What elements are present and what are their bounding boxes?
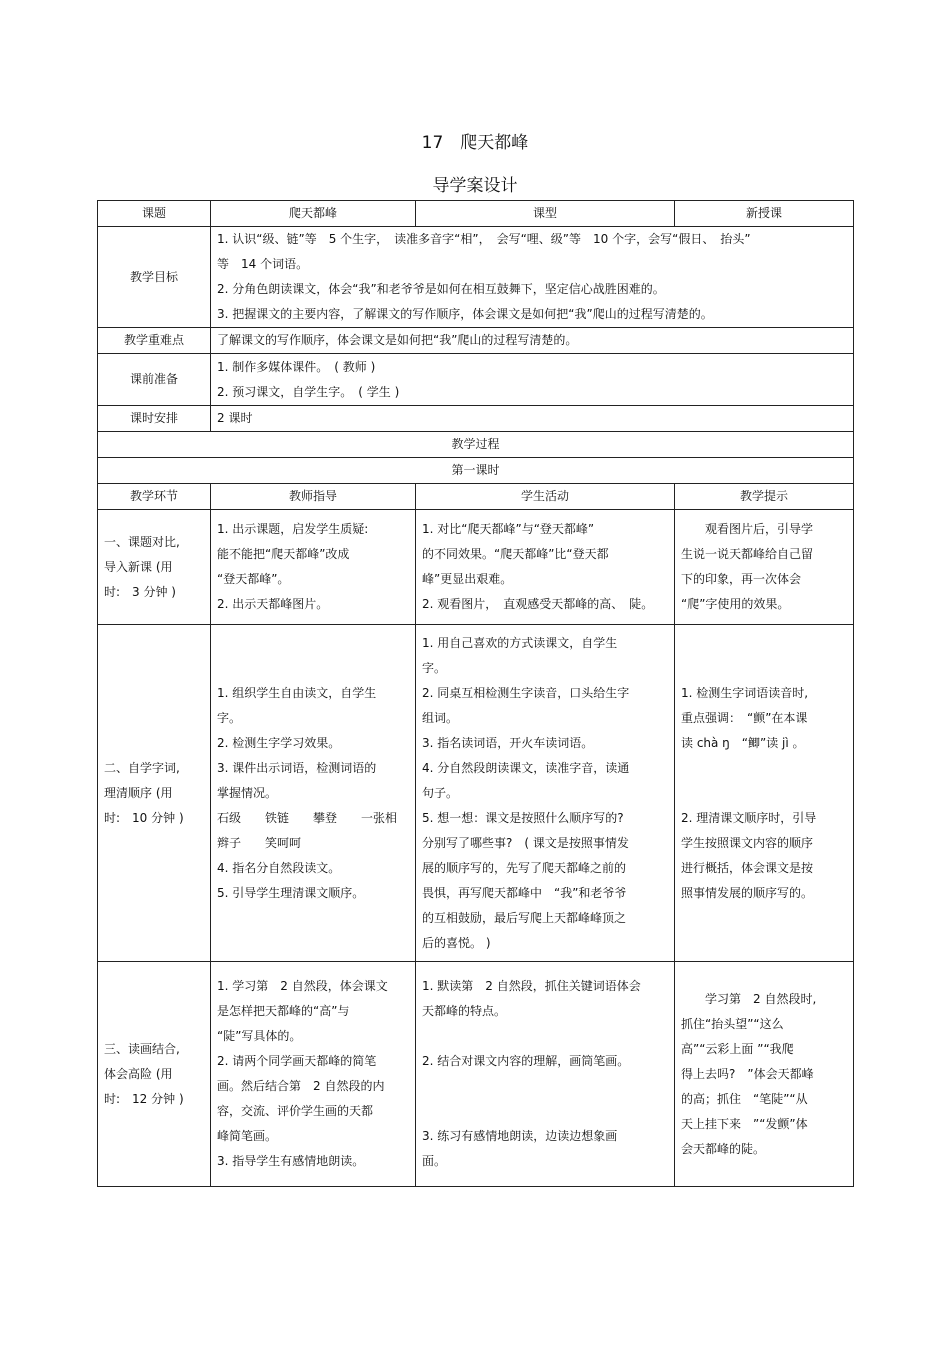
- goals-label: 教学目标: [98, 227, 211, 328]
- table-row: [98, 510, 854, 625]
- tips-line: 抓住“抬头望”“这么: [681, 1016, 784, 1031]
- header-tips: 教学提示: [675, 484, 854, 510]
- teacher-line: 3. 课件出示词语，检测词语的: [217, 760, 377, 775]
- student-line: 2. 同桌互相检测生字读音，口头给生字: [422, 685, 630, 700]
- tips-line: 天上挂下来 ”“发颤”体: [681, 1116, 808, 1131]
- goal-line: 等 14 个词语。: [217, 257, 309, 271]
- teacher-line: 1. 出示课题，启发学生质疑:: [217, 522, 369, 536]
- prep-line: 2. 预习课文，自学生字。 ( 学生 ): [217, 384, 400, 399]
- header-teacher: 教师指导: [211, 484, 416, 510]
- stage-line: 导入新课 (用: [104, 559, 173, 574]
- student-line: 后的喜悦。 ): [422, 935, 491, 950]
- teacher-cell: [211, 510, 416, 625]
- stage-cell: [98, 625, 211, 962]
- student-line: 的互相鼓励，最后写爬上天都峰峰顶之: [422, 910, 627, 925]
- tips-cell: [675, 625, 854, 962]
- tips-line: 读 chà ŋ “鲫”读 jì 。: [681, 735, 805, 750]
- stage-line: 二、自学字词,: [104, 760, 180, 775]
- teacher-cell: [211, 625, 416, 962]
- teacher-line: “登天都峰”。: [217, 572, 290, 586]
- teacher-line: 能不能把“爬天都峰”改成: [217, 547, 350, 561]
- tips-line: 生说一说天都峰给自己留: [681, 547, 814, 561]
- tips-line: “爬”字使用的效果。: [681, 597, 790, 611]
- teacher-line: 是怎样把天都峰的“高”与: [217, 1004, 350, 1018]
- tips-line: 观看图片后，引导学: [681, 522, 814, 536]
- goal-line: 2. 分角色朗读课文，体会“我”和老爷爷是如何在相互鼓舞下，坚定信心战胜困难的。: [217, 282, 665, 296]
- student-cell: [416, 962, 675, 1187]
- student-line: 1. 对比“爬天都峰”与“登天都峰”: [422, 522, 595, 536]
- teacher-line: 1. 学习第 2 自然段，体会课文: [217, 979, 388, 993]
- student-line: 面。: [422, 1154, 447, 1168]
- teacher-line: 2. 出示天都峰图片。: [217, 597, 329, 611]
- stage-cell: [98, 510, 211, 625]
- teacher-line: 1. 组织学生自由读文，自学生: [217, 685, 377, 700]
- tips-line: 照事情发展的顺序写的。: [681, 885, 814, 900]
- tips-cell: [675, 962, 854, 1187]
- teacher-line: 峰简笔画。: [217, 1129, 278, 1143]
- stage-line: 三、读画结合,: [104, 1041, 180, 1056]
- student-line: 畏惧，再写爬天都峰中 “我”和老爷爷: [422, 885, 627, 900]
- teacher-line: 字。: [217, 710, 242, 725]
- key-label: 教学重难点: [98, 328, 211, 354]
- table-row: [98, 406, 854, 432]
- tips-line: 高”“云彩上面 ”“我爬: [681, 1041, 794, 1056]
- stage-line: 时: 3 分钟 ): [104, 584, 176, 599]
- table-row: [98, 962, 854, 1187]
- tips-cell: [675, 510, 854, 625]
- student-line: 2. 观看图片， 直观感受天都峰的高、 陡。: [422, 597, 654, 611]
- teacher-line: 5. 引导学生理清课文顺序。: [217, 885, 365, 900]
- student-line: 天都峰的特点。: [422, 1004, 507, 1018]
- stage-line: 时: 10 分钟 ): [104, 810, 184, 825]
- tips-line: 1. 检测生字词语读音时,: [681, 685, 809, 700]
- table-row: [98, 227, 854, 328]
- process-heading: 教学过程: [98, 432, 854, 458]
- stage-line: 理清顺序 (用: [104, 785, 173, 800]
- table-row: [98, 201, 854, 227]
- student-line: 展的顺序写的，先写了爬天都峰之前的: [422, 860, 627, 875]
- teacher-line: 2. 请两个同学画天都峰的简笔: [217, 1054, 377, 1068]
- lesson-plan-table: [97, 200, 854, 1187]
- tips-line: 进行概括，体会课文是按: [681, 860, 814, 875]
- teacher-cell: [211, 962, 416, 1187]
- hours-label: 课时安排: [98, 406, 211, 432]
- goal-line: 1. 认识“级、链”等 5 个生字， 读准多音字“相”， 会写“哩、级”等 10 个字，会写“假日、 抬头”: [217, 232, 751, 246]
- table-row: [98, 458, 854, 484]
- header-stage: 教学环节: [98, 484, 211, 510]
- student-line: 句子。: [422, 785, 459, 800]
- student-line: 字。: [422, 660, 447, 675]
- document-subtitle: 导学案设计: [432, 176, 518, 196]
- teacher-line: 掌握情况。: [217, 785, 278, 800]
- teacher-line: 2. 检测生字学习效果。: [217, 735, 341, 750]
- table-row: [98, 432, 854, 458]
- student-line: 峰”更显出艰难。: [422, 572, 513, 586]
- student-line: 3. 练习有感情地朗读，边读边想象画: [422, 1129, 618, 1143]
- student-line: 的不同效果。“爬天都峰”比“登天都: [422, 547, 609, 561]
- table-row: [98, 354, 854, 406]
- type-value: 新授课: [675, 201, 854, 227]
- tips-line: 的高；抓住 “笔陡”“从: [681, 1091, 808, 1106]
- goals-cell: [211, 227, 854, 328]
- student-line: 1. 默读第 2 自然段，抓住关键词语体会: [422, 979, 641, 993]
- student-line: 4. 分自然段朗读课文，读准字音，读通: [422, 760, 630, 775]
- lesson-value: 爬天都峰: [211, 201, 416, 227]
- goal-line: 3. 把握课文的主要内容，了解课文的写作顺序，体会课文是如何把“我”爬山的过程写清楚的。: [217, 307, 713, 321]
- student-cell: [416, 510, 675, 625]
- stage-line: 时: 12 分钟 ): [104, 1091, 184, 1106]
- header-student: 学生活动: [416, 484, 675, 510]
- tips-line: 得上去吗? ”体会天都峰: [681, 1066, 814, 1081]
- lesson-label: 课题: [98, 201, 211, 227]
- teacher-line: 容，交流、评价学生画的天都: [217, 1104, 374, 1118]
- teacher-line: 3. 指导学生有感情地朗读。: [217, 1154, 365, 1168]
- tips-line: 学生按照课文内容的顺序: [681, 835, 814, 850]
- student-line: 5. 想一想：课文是按照什么顺序写的?: [422, 810, 624, 825]
- student-line: 3. 指名读词语，开火车读词语。: [422, 735, 594, 750]
- student-cell: [416, 625, 675, 962]
- tips-line: 会天都峰的陡。: [681, 1141, 766, 1156]
- teacher-line: “陡”写具体的。: [217, 1029, 302, 1043]
- teacher-line: 画。然后结合第 2 自然段的内: [217, 1079, 385, 1093]
- tips-line: 2. 理清课文顺序时，引导: [681, 810, 817, 825]
- teacher-line: 石级 铁链 攀登 一张相: [217, 810, 398, 825]
- teacher-line: 4. 指名分自然段读文。: [217, 860, 341, 875]
- tips-line: 重点强调： “颤”在本课: [681, 710, 808, 725]
- table-header-row: [98, 484, 854, 510]
- key-value: 了解课文的写作顺序，体会课文是如何把“我”爬山的过程写清楚的。: [211, 328, 854, 354]
- stage-line: 一、课题对比,: [104, 534, 180, 549]
- table-row: [98, 328, 854, 354]
- prep-label: 课前准备: [98, 354, 211, 406]
- table-row: [98, 625, 854, 962]
- student-line: 1. 用自己喜欢的方式读课文，自学生: [422, 635, 618, 650]
- tips-line: 学习第 2 自然段时,: [681, 991, 817, 1006]
- type-label: 课型: [416, 201, 675, 227]
- document-title: 17 爬天都峰: [421, 133, 529, 153]
- teacher-line: 辫子 笑呵呵: [217, 835, 302, 850]
- tips-line: 下的印象，再一次体会: [681, 572, 802, 586]
- student-line: 2. 结合对课文内容的理解，画筒笔画。: [422, 1054, 630, 1068]
- period-heading: 第一课时: [98, 458, 854, 484]
- stage-cell: [98, 962, 211, 1187]
- hours-value: 2 课时: [211, 406, 854, 432]
- student-line: 分别写了哪些事? ( 课文是按照事情发: [422, 835, 629, 850]
- prep-cell: [211, 354, 854, 406]
- stage-line: 体会高险 (用: [104, 1066, 173, 1081]
- prep-line: 1. 制作多媒体课件。 ( 教师 ): [217, 359, 376, 374]
- student-line: 组词。: [422, 710, 459, 725]
